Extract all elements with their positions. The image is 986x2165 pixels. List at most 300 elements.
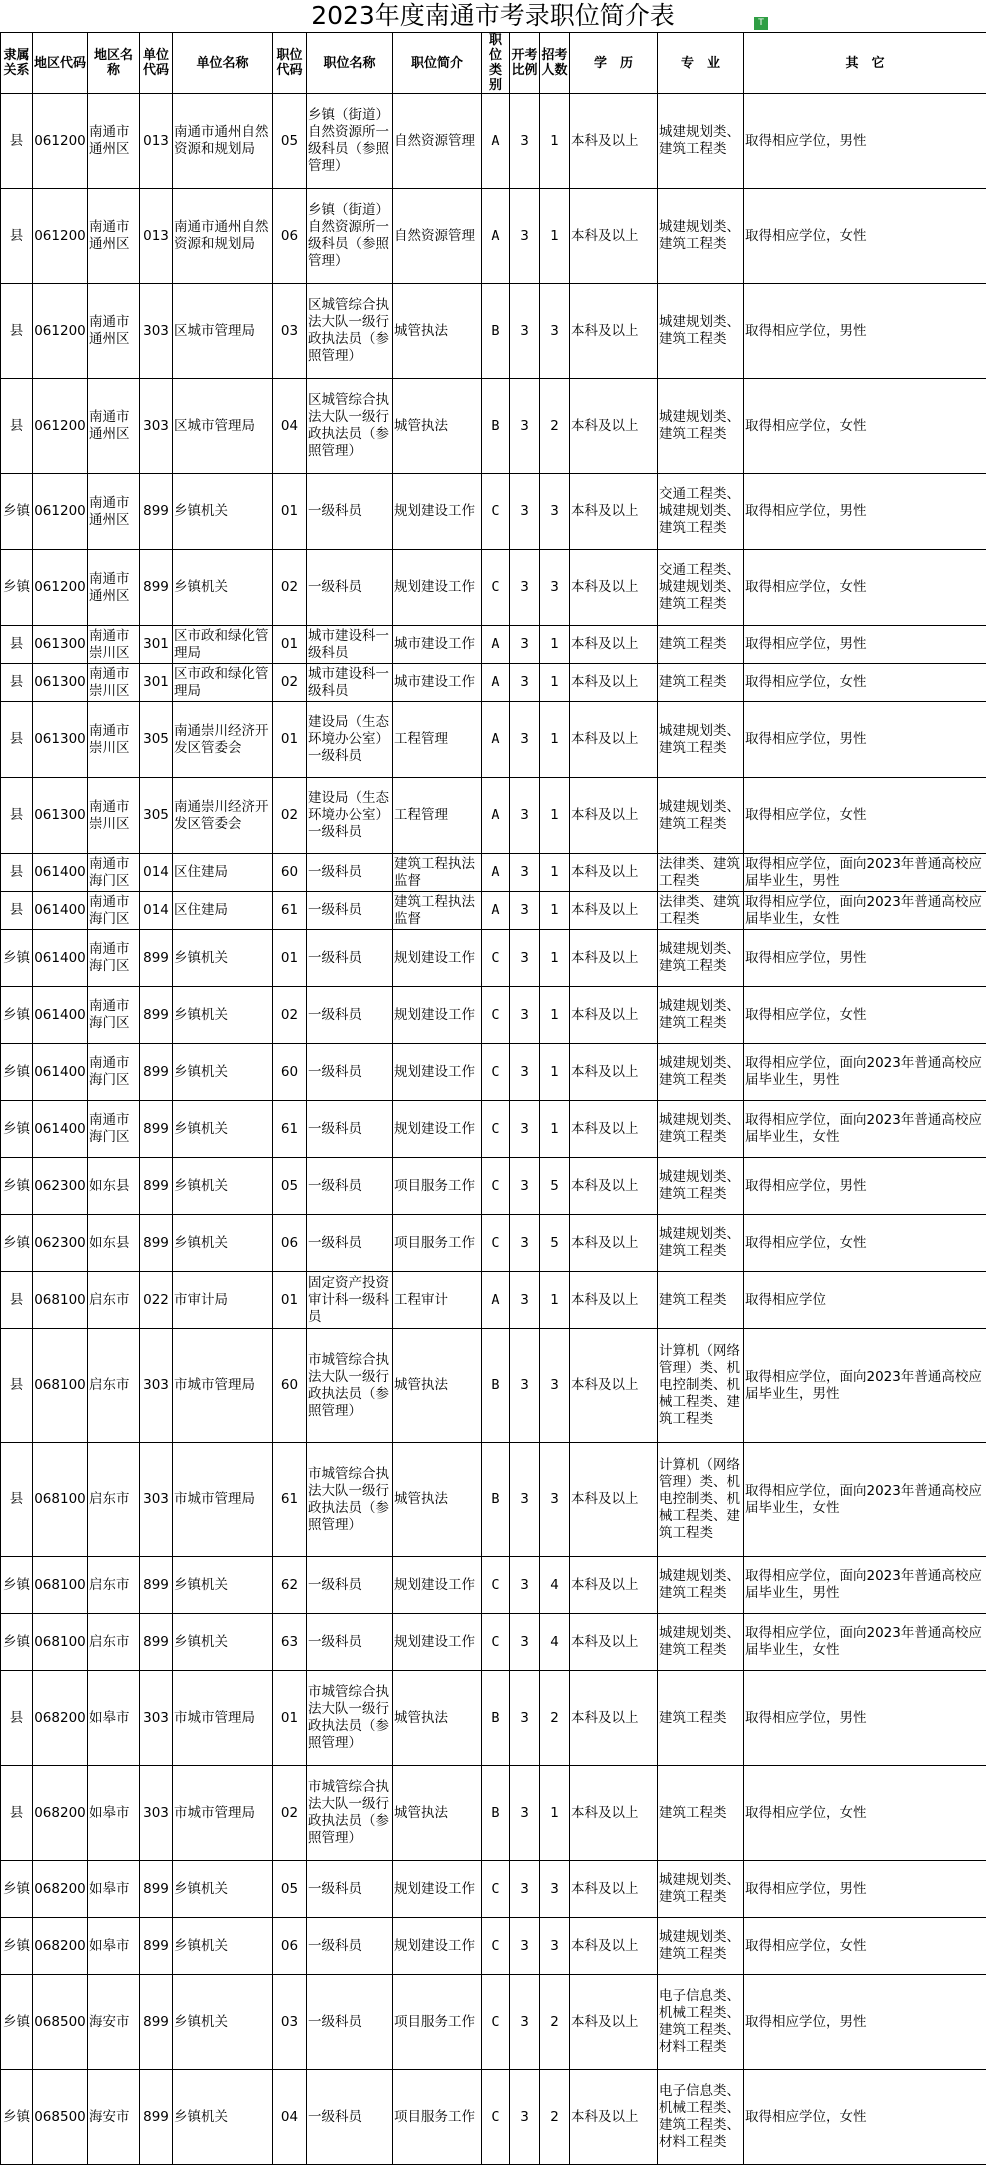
cell-education: 本科及以上 [570,626,658,664]
cell-position-category: C [482,1044,510,1101]
cell-position-category: B [482,1766,510,1861]
cell-region-code: 061400 [33,987,88,1044]
cell-region-code: 061200 [33,189,88,284]
cell-major: 城建规划类、建筑工程类 [658,1044,744,1101]
cell-other: 取得相应学位，面向2023年普通高校应届毕业生，男性 [744,1044,986,1101]
cell-exam-ratio: 3 [510,1215,540,1272]
cell-other: 取得相应学位，女性 [744,2070,986,2165]
cell-exam-ratio: 3 [510,1044,540,1101]
cell-position-summary: 项目服务工作 [393,1158,482,1215]
cell-affiliation: 县 [1,94,33,189]
cell-unit-code: 014 [140,854,173,892]
cell-position-name: 建设局（生态环境办公室）一级科员 [307,702,393,778]
cell-position-category: A [482,854,510,892]
cell-region-name: 南通市通州区 [88,189,140,284]
cell-position-name: 一级科员 [307,930,393,987]
cell-other: 取得相应学位，男性 [744,702,986,778]
cell-position-code: 05 [273,94,307,189]
cell-region-code: 068100 [33,1272,88,1329]
cell-major: 电子信息类、机械工程类、建筑工程类、材料工程类 [658,2070,744,2165]
spreadsheet-flag-icon: T [754,17,768,30]
table-row [1,1272,986,1329]
cell-region-name: 南通市海门区 [88,892,140,930]
cell-unit-name: 乡镇机关 [173,1101,273,1158]
cell-other: 取得相应学位，面向2023年普通高校应届毕业生，男性 [744,854,986,892]
cell-position-summary: 建筑工程执法监督 [393,854,482,892]
table-row [1,1975,986,2070]
cell-other: 取得相应学位，男性 [744,1975,986,2070]
cell-other: 取得相应学位，男性 [744,94,986,189]
table-row [1,1766,986,1861]
cell-position-summary: 建筑工程执法监督 [393,892,482,930]
cell-recruit-count: 4 [540,1614,570,1671]
cell-unit-name: 乡镇机关 [173,550,273,626]
cell-exam-ratio: 3 [510,94,540,189]
table-row [1,1671,986,1766]
cell-position-summary: 规划建设工作 [393,1614,482,1671]
cell-affiliation: 乡镇 [1,474,33,550]
cell-position-summary: 规划建设工作 [393,1861,482,1918]
cell-major: 城建规划类、建筑工程类 [658,1861,744,1918]
cell-position-summary: 城管执法 [393,379,482,474]
cell-region-name: 南通市通州区 [88,550,140,626]
cell-position-category: A [482,892,510,930]
cell-major: 交通工程类、城建规划类、建筑工程类 [658,550,744,626]
cell-position-summary: 工程管理 [393,702,482,778]
cell-position-category: A [482,1272,510,1329]
cell-affiliation: 县 [1,1671,33,1766]
cell-other: 取得相应学位，面向2023年普通高校应届毕业生，女性 [744,1614,986,1671]
cell-unit-code: 899 [140,1918,173,1975]
header-position-name: 职位名称 [307,33,393,94]
cell-other: 取得相应学位，女性 [744,379,986,474]
table-row [1,1614,986,1671]
cell-affiliation: 乡镇 [1,1044,33,1101]
cell-region-name: 启东市 [88,1614,140,1671]
cell-region-code: 061400 [33,1101,88,1158]
cell-affiliation: 县 [1,626,33,664]
cell-education: 本科及以上 [570,1975,658,2070]
cell-exam-ratio: 3 [510,1272,540,1329]
table-row [1,930,986,987]
cell-position-name: 一级科员 [307,1557,393,1614]
cell-affiliation: 乡镇 [1,2070,33,2165]
cell-other: 取得相应学位，面向2023年普通高校应届毕业生，女性 [744,1101,986,1158]
cell-position-summary: 工程管理 [393,778,482,854]
cell-position-category: C [482,987,510,1044]
cell-affiliation: 县 [1,892,33,930]
cell-position-name: 城市建设科一级科员 [307,664,393,702]
cell-region-name: 启东市 [88,1443,140,1557]
cell-region-code: 061200 [33,474,88,550]
cell-exam-ratio: 3 [510,474,540,550]
cell-major: 交通工程类、城建规划类、建筑工程类 [658,474,744,550]
table-row [1,2070,986,2165]
cell-education: 本科及以上 [570,987,658,1044]
cell-region-name: 南通市崇川区 [88,778,140,854]
cell-recruit-count: 3 [540,1329,570,1443]
header-unit-code: 单位代码 [140,33,173,94]
cell-position-category: C [482,1557,510,1614]
cell-education: 本科及以上 [570,664,658,702]
cell-recruit-count: 2 [540,1975,570,2070]
cell-unit-code: 013 [140,94,173,189]
cell-other: 取得相应学位，女性 [744,1215,986,1272]
cell-major: 电子信息类、机械工程类、建筑工程类、材料工程类 [658,1975,744,2070]
cell-recruit-count: 3 [540,1918,570,1975]
cell-recruit-count: 2 [540,2070,570,2165]
cell-recruit-count: 1 [540,892,570,930]
cell-affiliation: 乡镇 [1,1975,33,2070]
cell-position-name: 一级科员 [307,1918,393,1975]
cell-region-code: 061300 [33,702,88,778]
cell-region-name: 海安市 [88,1975,140,2070]
cell-major: 计算机（网络管理）类、机电控制类、机械工程类、建筑工程类 [658,1329,744,1443]
cell-recruit-count: 1 [540,664,570,702]
cell-region-code: 068500 [33,1975,88,2070]
cell-position-category: C [482,1101,510,1158]
cell-affiliation: 县 [1,1329,33,1443]
cell-education: 本科及以上 [570,550,658,626]
cell-position-code: 02 [273,987,307,1044]
cell-region-code: 068200 [33,1861,88,1918]
cell-recruit-count: 3 [540,284,570,379]
cell-exam-ratio: 3 [510,892,540,930]
cell-exam-ratio: 3 [510,1975,540,2070]
table-row [1,664,986,702]
header-exam-ratio: 开考比例 [510,33,540,94]
cell-position-name: 一级科员 [307,1975,393,2070]
cell-recruit-count: 2 [540,1671,570,1766]
cell-region-name: 南通市海门区 [88,987,140,1044]
header-position-summary: 职位简介 [393,33,482,94]
cell-unit-code: 305 [140,702,173,778]
cell-position-summary: 规划建设工作 [393,930,482,987]
cell-unit-code: 899 [140,1044,173,1101]
cell-unit-name: 乡镇机关 [173,1158,273,1215]
cell-major: 城建规划类、建筑工程类 [658,1101,744,1158]
cell-position-name: 一级科员 [307,2070,393,2165]
cell-major: 城建规划类、建筑工程类 [658,1918,744,1975]
cell-unit-name: 南通崇川经济开发区管委会 [173,702,273,778]
header-region-name: 地区名称 [88,33,140,94]
cell-position-name: 区城管综合执法大队一级行政执法员（参照管理） [307,379,393,474]
header-unit-name: 单位名称 [173,33,273,94]
cell-position-code: 01 [273,702,307,778]
cell-position-category: A [482,94,510,189]
cell-position-name: 固定资产投资审计科一级科员 [307,1272,393,1329]
cell-region-code: 061400 [33,854,88,892]
cell-position-name: 区城管综合执法大队一级行政执法员（参照管理） [307,284,393,379]
cell-exam-ratio: 3 [510,189,540,284]
cell-position-summary: 城管执法 [393,284,482,379]
cell-position-code: 04 [273,379,307,474]
cell-recruit-count: 1 [540,1044,570,1101]
cell-other: 取得相应学位，男性 [744,626,986,664]
cell-other: 取得相应学位，女性 [744,664,986,702]
cell-position-category: C [482,1158,510,1215]
cell-affiliation: 县 [1,284,33,379]
cell-unit-code: 899 [140,1101,173,1158]
cell-position-summary: 城管执法 [393,1443,482,1557]
cell-position-name: 一级科员 [307,1215,393,1272]
cell-major: 建筑工程类 [658,626,744,664]
cell-recruit-count: 1 [540,1272,570,1329]
cell-exam-ratio: 3 [510,379,540,474]
cell-position-name: 一级科员 [307,892,393,930]
cell-affiliation: 县 [1,664,33,702]
cell-position-name: 乡镇（街道）自然资源所一级科员（参照管理） [307,189,393,284]
cell-region-code: 061200 [33,550,88,626]
cell-education: 本科及以上 [570,1614,658,1671]
cell-region-code: 068100 [33,1329,88,1443]
cell-position-summary: 项目服务工作 [393,1975,482,2070]
cell-recruit-count: 1 [540,189,570,284]
cell-affiliation: 乡镇 [1,1614,33,1671]
header-major: 专 业 [658,33,744,94]
cell-major: 城建规划类、建筑工程类 [658,1614,744,1671]
cell-unit-name: 乡镇机关 [173,1215,273,1272]
cell-unit-code: 899 [140,1861,173,1918]
cell-unit-name: 南通市通州自然资源和规划局 [173,189,273,284]
cell-region-code: 061200 [33,94,88,189]
cell-major: 城建规划类、建筑工程类 [658,987,744,1044]
cell-position-category: B [482,284,510,379]
table-row [1,94,986,189]
header-position-category: 职位类别 [482,33,510,94]
cell-unit-name: 区城市管理局 [173,284,273,379]
cell-other: 取得相应学位，面向2023年普通高校应届毕业生，女性 [744,1443,986,1557]
cell-position-code: 01 [273,1671,307,1766]
cell-exam-ratio: 3 [510,1329,540,1443]
cell-position-code: 03 [273,284,307,379]
cell-unit-code: 301 [140,626,173,664]
cell-region-code: 061200 [33,379,88,474]
cell-major: 城建规划类、建筑工程类 [658,284,744,379]
cell-position-name: 建设局（生态环境办公室）一级科员 [307,778,393,854]
cell-region-code: 061300 [33,778,88,854]
cell-region-name: 南通市崇川区 [88,664,140,702]
cell-other: 取得相应学位，女性 [744,189,986,284]
cell-position-name: 一级科员 [307,550,393,626]
cell-position-code: 61 [273,1101,307,1158]
cell-major: 法律类、建筑工程类 [658,892,744,930]
cell-unit-code: 899 [140,930,173,987]
cell-other: 取得相应学位，男性 [744,930,986,987]
cell-region-code: 068200 [33,1918,88,1975]
cell-exam-ratio: 3 [510,1557,540,1614]
cell-exam-ratio: 3 [510,664,540,702]
cell-recruit-count: 1 [540,930,570,987]
cell-region-code: 068100 [33,1614,88,1671]
cell-position-category: C [482,474,510,550]
cell-region-name: 启东市 [88,1329,140,1443]
cell-region-code: 061300 [33,664,88,702]
cell-region-name: 南通市海门区 [88,1044,140,1101]
cell-affiliation: 乡镇 [1,1918,33,1975]
cell-affiliation: 县 [1,189,33,284]
cell-position-category: A [482,626,510,664]
cell-exam-ratio: 3 [510,626,540,664]
cell-affiliation: 乡镇 [1,1215,33,1272]
cell-unit-name: 市城市管理局 [173,1766,273,1861]
cell-major: 城建规划类、建筑工程类 [658,94,744,189]
table-row [1,1158,986,1215]
cell-position-name: 一级科员 [307,1861,393,1918]
table-row [1,626,986,664]
cell-unit-code: 899 [140,1975,173,2070]
table-row [1,702,986,778]
cell-region-code: 068200 [33,1766,88,1861]
cell-position-name: 一级科员 [307,1044,393,1101]
cell-recruit-count: 3 [540,550,570,626]
cell-position-category: C [482,1918,510,1975]
cell-region-name: 如东县 [88,1158,140,1215]
cell-major: 城建规划类、建筑工程类 [658,1215,744,1272]
cell-exam-ratio: 3 [510,1766,540,1861]
cell-position-category: B [482,1443,510,1557]
cell-exam-ratio: 3 [510,1671,540,1766]
cell-region-code: 061400 [33,1044,88,1101]
cell-unit-name: 区住建局 [173,854,273,892]
cell-recruit-count: 1 [540,1101,570,1158]
cell-major: 城建规划类、建筑工程类 [658,702,744,778]
cell-exam-ratio: 3 [510,1443,540,1557]
cell-education: 本科及以上 [570,189,658,284]
cell-position-category: B [482,1329,510,1443]
cell-other: 取得相应学位 [744,1272,986,1329]
table-row [1,474,986,550]
cell-education: 本科及以上 [570,1671,658,1766]
cell-position-code: 62 [273,1557,307,1614]
cell-major: 城建规划类、建筑工程类 [658,1557,744,1614]
cell-major: 计算机（网络管理）类、机电控制类、机械工程类、建筑工程类 [658,1443,744,1557]
position-table [0,32,986,2165]
cell-exam-ratio: 3 [510,987,540,1044]
cell-position-category: A [482,189,510,284]
cell-exam-ratio: 3 [510,1158,540,1215]
table-row [1,1044,986,1101]
cell-education: 本科及以上 [570,1443,658,1557]
cell-region-code: 068100 [33,1557,88,1614]
cell-position-name: 一级科员 [307,987,393,1044]
cell-region-code: 062300 [33,1215,88,1272]
cell-unit-code: 899 [140,1215,173,1272]
cell-major: 城建规划类、建筑工程类 [658,189,744,284]
cell-region-name: 海安市 [88,2070,140,2165]
cell-education: 本科及以上 [570,892,658,930]
cell-major: 城建规划类、建筑工程类 [658,930,744,987]
cell-other: 取得相应学位，面向2023年普通高校应届毕业生，男性 [744,1329,986,1443]
cell-region-code: 061400 [33,892,88,930]
cell-other: 取得相应学位，女性 [744,1766,986,1861]
cell-affiliation: 县 [1,854,33,892]
cell-recruit-count: 5 [540,1215,570,1272]
cell-unit-name: 乡镇机关 [173,1918,273,1975]
cell-position-name: 市城管综合执法大队一级行政执法员（参照管理） [307,1329,393,1443]
cell-recruit-count: 1 [540,626,570,664]
cell-position-code: 02 [273,778,307,854]
cell-region-name: 如皋市 [88,1861,140,1918]
cell-education: 本科及以上 [570,930,658,987]
cell-position-category: A [482,778,510,854]
cell-recruit-count: 3 [540,1861,570,1918]
cell-unit-code: 013 [140,189,173,284]
table-row [1,892,986,930]
cell-unit-code: 303 [140,1671,173,1766]
cell-exam-ratio: 3 [510,2070,540,2165]
cell-position-summary: 规划建设工作 [393,550,482,626]
cell-region-name: 南通市通州区 [88,474,140,550]
cell-position-summary: 规划建设工作 [393,1044,482,1101]
cell-position-code: 01 [273,626,307,664]
cell-position-summary: 城市建设工作 [393,664,482,702]
cell-unit-name: 乡镇机关 [173,930,273,987]
cell-position-category: A [482,664,510,702]
cell-unit-code: 301 [140,664,173,702]
cell-region-name: 南通市通州区 [88,284,140,379]
cell-position-summary: 规划建设工作 [393,1918,482,1975]
cell-other: 取得相应学位，男性 [744,1671,986,1766]
cell-education: 本科及以上 [570,284,658,379]
cell-region-name: 南通市崇川区 [88,702,140,778]
cell-unit-name: 区市政和绿化管理局 [173,626,273,664]
cell-position-summary: 自然资源管理 [393,94,482,189]
cell-affiliation: 县 [1,702,33,778]
cell-recruit-count: 3 [540,474,570,550]
cell-position-code: 61 [273,1443,307,1557]
cell-position-name: 一级科员 [307,1158,393,1215]
cell-position-summary: 规划建设工作 [393,1557,482,1614]
cell-affiliation: 乡镇 [1,1158,33,1215]
cell-position-summary: 规划建设工作 [393,1101,482,1158]
cell-region-name: 如皋市 [88,1671,140,1766]
table-row [1,284,986,379]
cell-position-category: C [482,1975,510,2070]
cell-exam-ratio: 3 [510,1918,540,1975]
cell-region-name: 如皋市 [88,1766,140,1861]
header-education: 学 历 [570,33,658,94]
cell-region-name: 如东县 [88,1215,140,1272]
table-row [1,379,986,474]
header-other: 其 它 [744,33,986,94]
cell-unit-name: 乡镇机关 [173,1975,273,2070]
cell-position-name: 一级科员 [307,1101,393,1158]
cell-unit-code: 899 [140,2070,173,2165]
cell-region-name: 启东市 [88,1272,140,1329]
cell-major: 城建规划类、建筑工程类 [658,379,744,474]
cell-unit-code: 303 [140,1766,173,1861]
cell-region-name: 南通市海门区 [88,854,140,892]
cell-education: 本科及以上 [570,1101,658,1158]
cell-unit-name: 市审计局 [173,1272,273,1329]
cell-unit-name: 区住建局 [173,892,273,930]
cell-exam-ratio: 3 [510,284,540,379]
cell-region-code: 068200 [33,1671,88,1766]
cell-unit-name: 乡镇机关 [173,1557,273,1614]
cell-unit-name: 乡镇机关 [173,1614,273,1671]
cell-education: 本科及以上 [570,1272,658,1329]
cell-region-code: 068500 [33,2070,88,2165]
cell-unit-code: 022 [140,1272,173,1329]
table-row [1,987,986,1044]
cell-education: 本科及以上 [570,1329,658,1443]
table-row [1,1918,986,1975]
cell-affiliation: 乡镇 [1,1861,33,1918]
cell-other: 取得相应学位，女性 [744,987,986,1044]
cell-unit-name: 南通市通州自然资源和规划局 [173,94,273,189]
cell-region-name: 南通市海门区 [88,1101,140,1158]
